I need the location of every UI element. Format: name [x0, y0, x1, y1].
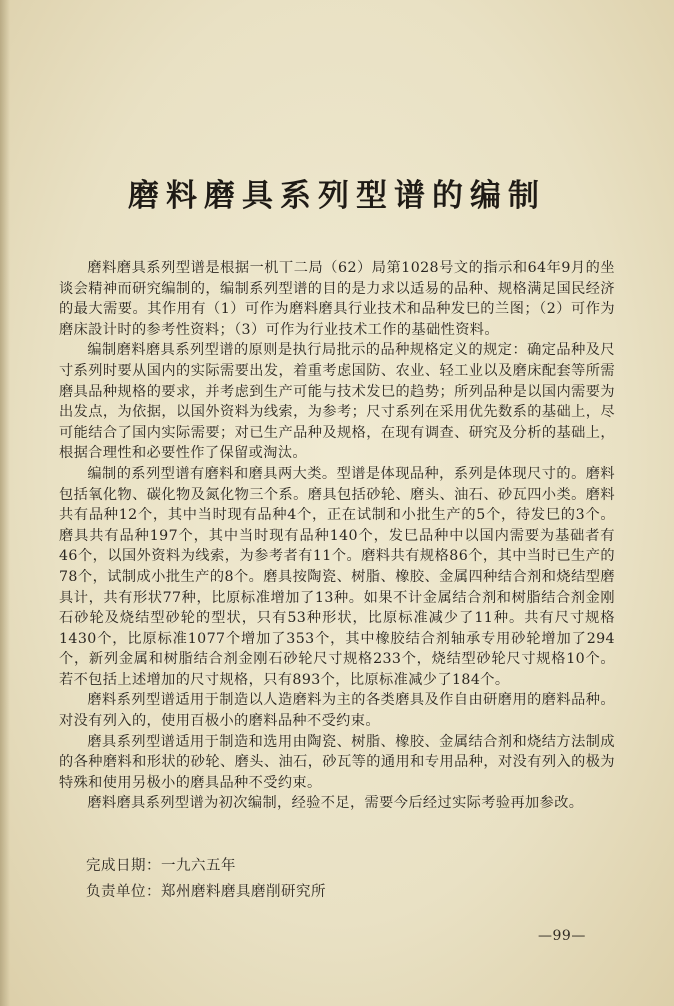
paragraph-purpose: 磨料磨具系列型谱是根据一机丅二局（62）局第1028号文的指示和64年9月的坐谈会精神而研究编制的，编制系列型谱的目的是力求以适易的品种、规格满足国民经济的最大需要。其作用有（1）可作为磨料磨具行业技术和品种发巳的兰图；（2）可作为磨床設计时的参考性资料；（3）可作为行业技术工作的基础性资料。: [59, 260, 615, 338]
document-title: 磨料磨具系列型谱的编制: [128, 178, 546, 214]
responsible-unit: 负责单位：郑州磨料磨具磨削研究所: [86, 884, 326, 900]
paragraph-principles: 编制磨料磨具系列型谱的原则是执行局批示的品种规格定义的规定：确定品种及尺寸系列时要从国内的实际需要出发，着重考虑国防、农业、轻工业以及磨床配套等所需磨具品种规格的要求，并考虑到生产可能与技术发巳的趋势；所列品种是以国内需要为出发点，为依据，以国外资料为线索，为参考；尺寸系列在采用优先数系的基础上，尽可能结合了国内实际需要；对已生产品种及规格，在现有调查、研究及分析的基础上，根据合理性和必要性作了保留或淘汰。: [59, 342, 615, 462]
completion-date: 完成日期：一九六五年: [86, 858, 236, 874]
paragraph-tool-scope: 磨具系列型谱适用于制造和选用由陶瓷、树脂、橡胶、金属结合剂和烧结方法制成的各种磨料和形状的砂轮、磨头、油石，砂瓦等的通用和专用品种，对没有列入的极为特殊和使用另极小的磨具品种不受约束。: [59, 733, 615, 791]
paragraph-contents: 编制的系列型谱有磨料和磨具两大类。型谱是体现品种，系列是体现尺寸的。磨料包括氧化物、碳化物及氮化物三个系。磨具包括砂轮、磨头、油石、砂瓦四小类。磨料共有品种12个，其中当时现有品种4个，正在试制和小批生产的5个，待发巳的3个。磨具共有品种197个，其中当时现有品种140个，发巳品种中以国内需要为基础者有46个，以国外资料为线索，为参考者有11个。磨料共有规格86个，其中当时已生产的78个，试制成小批生产的8个。磨具按陶瓷、树脂、橡胶、金属四种结合剂和烧结型磨具计，共有形状77种，比原标准增加了13种。如果不计金属结合剂和树脂结合剂金刚石砂轮及烧结型砂轮的型状，只有53种形状，比原标准减少了11种。共有尺寸规格1430个，比原标准1077个增加了353个，其中橡胶结合剂轴承专用砂轮增加了294个，新列金属和树脂结合剂金刚石砂轮尺寸规格233个，烧结型砂轮尺寸规格10个。若不包括上述增加的尺寸规格，只有893个，比原标准减少了184个。: [59, 465, 615, 688]
page-edge-shadow: [0, 0, 10, 1006]
paragraph-abrasive-scope: 磨料系列型谱适用于制造以人造磨料为主的各类磨具及作自由研磨用的磨料品种。对没有列入的，使用百极小的磨料品种不受约束。: [59, 692, 615, 730]
document-body: [59, 258, 615, 814]
document-meta: [86, 853, 326, 905]
paragraph-closing: 磨料磨具系列型谱为初次编制，经验不足，需要今后经过实际考验再加参改。: [87, 795, 584, 812]
page-number: —99—: [538, 928, 586, 944]
